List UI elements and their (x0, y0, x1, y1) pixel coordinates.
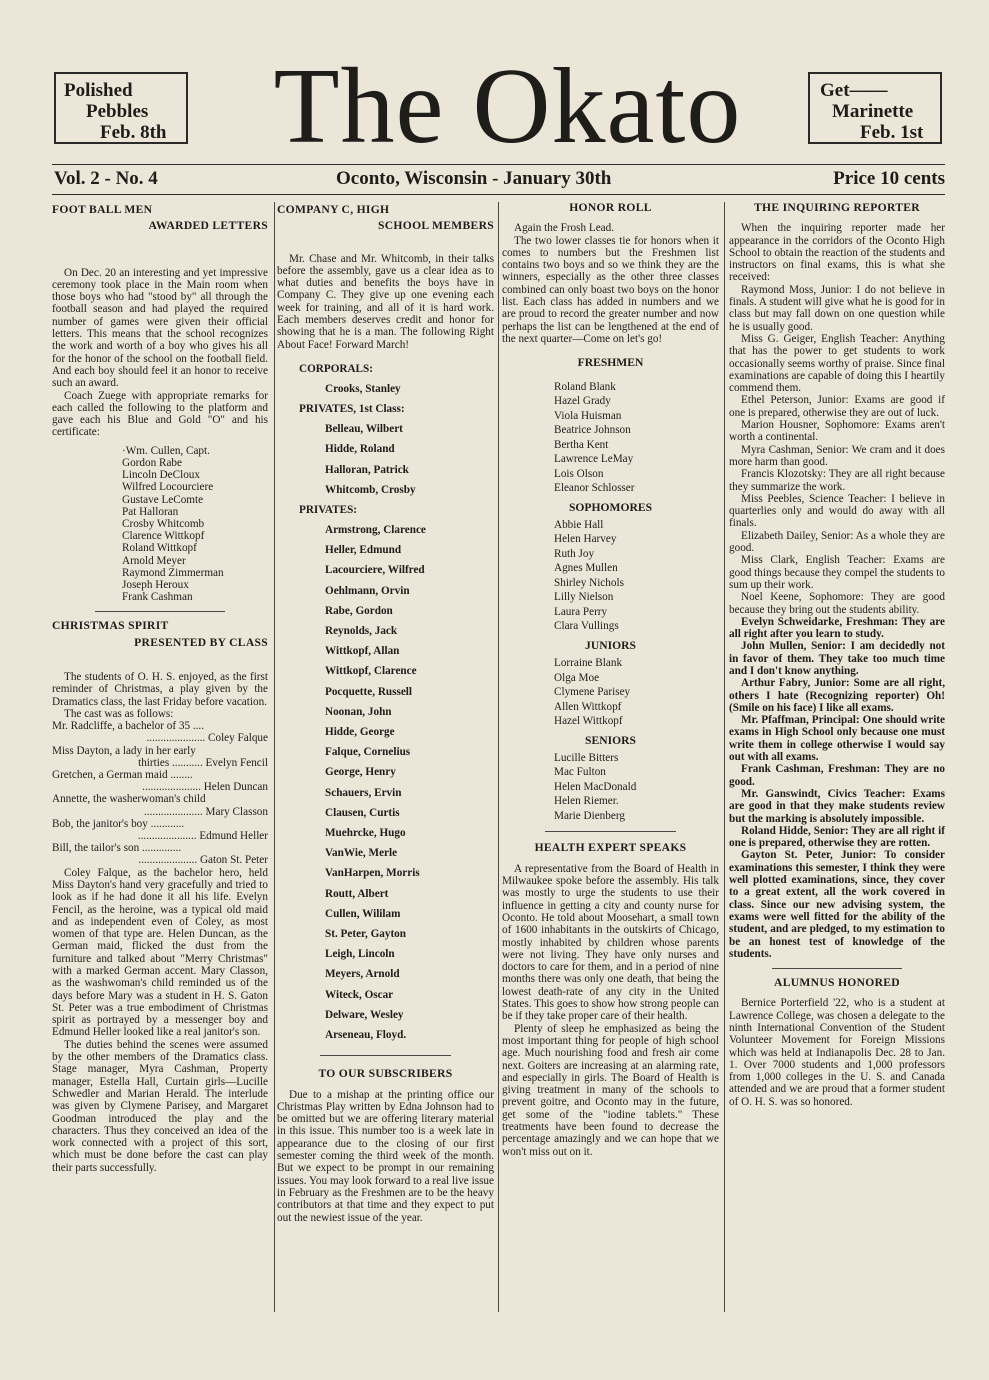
list-item: Routt, Albert (325, 887, 389, 900)
list-item: Viola Huisman (554, 409, 622, 422)
health-paragraph-1: A representative from the Board of Health in Milwaukee spoke before the assembly. His talk was mostly to urge the students to use their influence in getting a city and county nurse for Oconto. He told about Moosehart, a small town of 1600 inhabitants in the outskirts of Chicago, mostly inhabited by children whose parents were not living. They have only nurses and doctors to care for them, and in a period of nine months there was only one death, that being the lowest death-rate of any city in the United States. This goes to show how strong people can be if they take proper care of their health. (502, 862, 719, 1023)
football-paragraph-2: Coach Zuege with appropriate remarks for each called the following to the platform and gave each his Blue and Gold "O" and his certificate: (52, 389, 268, 439)
column-2 (277, 202, 494, 1312)
masthead-rule-bottom (52, 194, 945, 195)
list-item: Pocquette, Russell (325, 685, 413, 698)
column-1 (52, 202, 268, 1312)
left-ear-box (54, 72, 188, 144)
reporter-paragraph: Marion Housner, Sophomore: Exams aren't worth a continental. (729, 419, 945, 444)
list-item: Wilfred Locourciere (122, 481, 214, 494)
list-item: Beatrice Johnson (554, 424, 631, 437)
reporter-paragraph: Raymond Moss, Junior: I do not believe in finals. A student will give what he is good for in class but may fall down on one question while he is usually good. (729, 283, 945, 333)
honor-roll-heading: HONOR ROLL (569, 202, 652, 214)
column-rule-3 (724, 202, 725, 1312)
cast-list (52, 720, 268, 866)
corporals-list (325, 379, 494, 399)
masthead-rule-top (52, 164, 945, 165)
list-item: VanWie, Merle (325, 847, 398, 860)
column-rule-1 (274, 202, 275, 1312)
list-item: Mac Fulton (554, 766, 606, 779)
list-item: Gordon Rabe (122, 456, 182, 469)
list-item: St. Peter, Gayton (325, 928, 406, 941)
privates-list (325, 520, 494, 1045)
reporter-paragraph-bold: John Mullen, Senior: I am decidedly not in favor of them. They take too much time and I don't know anything. (729, 640, 945, 677)
list-item: Crosby Whitcomb (122, 517, 205, 530)
reporter-paragraph: Francis Klozotsky: They are all right because they summarize the work. (729, 468, 945, 493)
list-item: Rabe, Gordon (325, 604, 393, 617)
pfc-list (325, 419, 494, 500)
list-item: Wittkopf, Clarence (325, 665, 417, 678)
christmas-heading-1: CHRISTMAS SPIRIT (52, 619, 169, 633)
cast-role: Gretchen, a German maid ........ (52, 768, 193, 781)
list-item: Roland Blank (554, 380, 616, 393)
company-heading-2: SCHOOL MEMBERS (378, 219, 494, 233)
reporter-paragraph-bold: Frank Cashman, Freshman: They are no good. (729, 763, 945, 788)
list-item: Clymene Parisey (554, 686, 631, 699)
reporter-paragraph-bold: Evelyn Schweidarke, Freshman: They are all right after you learn to study. (729, 615, 945, 641)
list-item: Meyers, Arnold (325, 968, 400, 981)
list-item: Abbie Hall (554, 518, 604, 531)
left-ear-line-3: Feb. 8th (100, 122, 167, 143)
list-item: Armstrong, Clarence (325, 523, 426, 536)
football-paragraph-1: On Dec. 20 an interesting and yet impressive ceremony took place in the Main room when those boys who had "stood by" all through the football season and had played the required number of games were given their official letters. This means that the school recognizes the work and worth of a boy who gives his all for the honor of the school on the football field. And each boy should feel it an honor to receive such an award. (52, 266, 268, 390)
cast-actor: ..................... Helen Duncan (142, 781, 268, 794)
reporter-paragraph-bold: Gayton St. Peter, Junior: To consider examinations this semester, I think they were well plotted examinations, since, they cover to a great extent, all the work covered in class. Since our new advising system, the exams were well fitted for the ability of the student, and are pledged, to my estimation to be an honest test of knowledge of the students. (729, 849, 945, 960)
cast-role: Bob, the janitor's boy ............ (52, 817, 185, 830)
list-item: Lincoln DeCloux (122, 469, 200, 482)
reporter-paragraph: Myra Cashman, Senior: We cram and it does more harm than good. (729, 443, 945, 468)
list-item: Helen Harvey (554, 533, 617, 546)
juniors-heading: JUNIORS (585, 638, 636, 652)
subscribers-heading: TO OUR SUBSCRIBERS (318, 1067, 453, 1081)
right-ear-line-1: Get—— (820, 80, 888, 101)
list-item: Lilly Nielson (554, 591, 614, 604)
health-heading: HEALTH EXPERT SPEAKS (534, 841, 687, 855)
section-divider (320, 1055, 450, 1056)
christmas-paragraph-3: Coley Falque, as the bachelor hero, held Miss Dayton's hand very gracefully and tried to look as if he had done it all his life. Evelyn Fencil, as the heroine, was a typical old maid and as independent even of Coley, as most women of that type are. Helen Duncan, as the German maid, flicked the dust from the furniture and talked about "Merry Christmas" with a marked German accent. Mary Classon, as the washwoman's child reminded us of the days before Mary was a student in H. S. Gaton St. Peter was a true embodiment of Christmas spirit as portrayed by a messenger boy and Edmund Heller looked like a real janitor's son. (52, 866, 268, 1039)
seniors-heading: SENIORS (585, 733, 636, 747)
sophomores-heading: SOPHOMORES (568, 500, 653, 514)
list-item: Lawrence LeMay (554, 453, 634, 466)
column-4 (729, 202, 945, 1312)
list-item: Bertha Kent (554, 438, 609, 451)
column-3 (502, 202, 719, 1312)
list-item: Crooks, Stanley (325, 382, 401, 395)
freshmen-list (554, 380, 719, 496)
column-rule-2 (498, 202, 499, 1312)
cast-role: Annette, the washerwoman's child (52, 793, 206, 806)
left-ear-line-1: Polished (64, 80, 133, 101)
cast-actor: ..................... Edmund Heller (137, 830, 268, 842)
list-item: Joseph Heroux (122, 578, 189, 591)
seniors-list (554, 751, 719, 824)
list-item: Halloran, Patrick (325, 463, 409, 476)
list-item: Gustave LeComte (122, 493, 204, 506)
right-ear-line-2: Marinette (832, 101, 914, 122)
list-item: Raymond Zimmerman (122, 566, 224, 579)
section-divider (95, 611, 225, 612)
left-ear-line-2: Pebbles (86, 101, 149, 122)
pfc-label: PRIVATES, 1st Class: (299, 403, 405, 416)
christmas-paragraph-4: The duties behind the scenes were assumed by the other members of the Dramatics class. Stage manager, Myra Cashman, Property manager, Estella Hall, Curtain girls—Lucille Schwedler and Marian Herald. The interlude was given by Clymene Parisey, and Margaret Goodman introduced the play and the characters. Thus they conceived an idea of the work connected with a project of this sort, which must be done before the cast can play their parts successfully. (52, 1038, 268, 1174)
list-item: Cullen, Wililam (325, 907, 401, 920)
list-item: Hazel Wittkopf (554, 715, 623, 728)
list-item: Witeck, Oscar (325, 988, 394, 1001)
health-paragraph-2: Plenty of sleep he emphasized as being the most important thing for people of high school age. Much nourishing food and fresh air come next. Goiters are increasing at an alarming rate, and especially in girls. The Board of Health is giving treatment in many of the schools to prevent goitre, and Oconto may in the future, get some of the "iodine tablets." These treatments have been found to decrease the percentage amazingly and we can hope that we won't miss out on it. (502, 1022, 719, 1158)
volume-number: Vol. 2 - No. 4 (54, 168, 158, 189)
cast-actor: ..................... Mary Classon (144, 805, 268, 818)
list-item: Muehrcke, Hugo (325, 827, 406, 840)
list-item: Olga Moe (554, 671, 600, 684)
list-item: Pat Halloran (122, 505, 179, 518)
list-item: Marie Dienberg (554, 809, 625, 822)
cast-role: Bill, the tailor's son .............. (52, 842, 182, 855)
reporter-paragraph: Noel Keene, Sophomore: They are good because they bring out the students ability. (729, 591, 945, 616)
list-item: Hidde, George (325, 726, 395, 739)
list-item: Clausen, Curtis (325, 806, 400, 819)
subscribers-paragraph: Due to a mishap at the printing office our Christmas Play written by Edna Johnson had to be omitted but we are offering literary material in this issue. This number too is a week late in appearance due to the closing of our first semester coming the third week of the month. But we expect to be prompt in our remaining issues. You may look forward to a real live issue in February as the Freshmen are to be the heavy contributors at that time and they expect to put out the newiest issue of the year. (277, 1088, 494, 1224)
reporter-paragraph: Miss Clark, English Teacher: Exams are good things because they compel the students to sum up their work. (729, 554, 945, 591)
list-item: Clara Vullings (554, 620, 619, 633)
christmas-heading-2: PRESENTED BY CLASS (134, 635, 268, 649)
price: Price 10 cents (833, 168, 945, 189)
cast-actor: ..................... Coley Falque (146, 732, 268, 745)
dateline (52, 168, 945, 194)
football-letter-list (122, 445, 268, 604)
section-divider (772, 968, 902, 969)
list-item: Noonan, John (325, 705, 392, 718)
reporter-paragraph: Miss Peebles, Science Teacher: I believe in quarterlies only and would do away with all finals. (729, 492, 945, 530)
freshmen-heading: FRESHMEN (577, 356, 644, 370)
list-item: Lacourciere, Wilfred (325, 564, 425, 577)
honor-intro: Again the Frosh Lead. (514, 222, 615, 235)
company-heading-1: COMPANY C, HIGH (277, 203, 390, 216)
list-item: Oehlmann, Orvin (325, 584, 410, 597)
reporter-paragraph-bold: Mr. Ganswindt, Civics Teacher: Exams are good in that they make students review but the marking is absolutely impossible. (729, 787, 945, 825)
cast-role: Miss Dayton, a lady in her early (52, 744, 196, 757)
reporter-paragraph-bold: Mr. Pfaffman, Principal: One should write exams in High School only because one must write them in college otherwise I would say out with all exams. (729, 714, 945, 764)
list-item: Whitcomb, Crosby (325, 483, 416, 496)
reporter-paragraph: Elizabeth Dailey, Senior: As a whole they are good. (729, 529, 945, 555)
privates-label: PRIVATES: (299, 503, 358, 516)
list-item: VanHarpen, Morris (325, 867, 420, 880)
section-divider (545, 831, 675, 832)
honor-paragraph: The two lower classes tie for honors when it comes to numbers but the Freshmen list contains two boys and so we think they are the winners, especially as the other three classes combined can only boast two boys on the honor list. Each class has added in numbers and we are proud to record the greater number and now perhaps the list can be lengthened at the end of the next quarter—Come on let's go! (502, 234, 719, 345)
company-paragraph: Mr. Chase and Mr. Whitcomb, in their talks before the assembly, gave us a clear idea as to what duties and benefits the boys have in Company C. They give up one evening each week for training, and all of it is hard work. Each members deserves credit and honor for showing that he is a man. The following Right About Face! Forward March! (277, 252, 494, 351)
list-item: Laura Perry (554, 605, 608, 618)
list-item: Arseneau, Floyd. (325, 1029, 407, 1042)
list-item: Agnes Mullen (554, 562, 618, 575)
list-item: Eleanor Schlosser (554, 482, 635, 495)
alumnus-paragraph: Bernice Porterfield '22, who is a student at Lawrence College, was chosen a delegate to the ninth International Convention of the Student Volunteer Movement for Foreign Missions which was held at Indianapolis Dec. 28 to Jan. 1. Over 7000 students and 1,000 professors from 1,000 colleges in the U. S. and Canada attended and we are proud that a former student of O. H. S. was so honored. (729, 997, 945, 1108)
list-item: Arnold Meyer (122, 554, 186, 567)
list-item: Roland Wittkopf (122, 542, 197, 555)
list-item: Lois Olson (554, 467, 604, 480)
cast-role: Mr. Radcliffe, a bachelor of 35 .... (52, 720, 205, 733)
list-item: ·Wm. Cullen, Capt. (122, 444, 210, 457)
list-item: Lucille Bitters (554, 751, 619, 764)
list-item: Allen Wittkopf (554, 700, 622, 713)
list-item: Falque, Cornelius (325, 746, 411, 759)
list-item: Helen MacDonald (554, 780, 637, 793)
cast-actor: thirties ........... Evelyn Fencil (138, 756, 268, 769)
list-item: Hidde, Roland (325, 443, 395, 456)
list-item: Reynolds, Jack (325, 625, 398, 637)
reporter-paragraph-bold: Arthur Fabry, Junior: Some are all right, others I hate (Recognizing reporter) Oh! (Smile on his face) I like all exams. (729, 677, 945, 714)
football-heading-2: AWARDED LETTERS (148, 219, 268, 233)
reporter-paragraph-bold: Roland Hidde, Senior: They are all right if one is prepared, otherwise they are rotten. (729, 824, 945, 850)
list-item: Schauers, Ervin (325, 786, 402, 799)
right-ear-box (808, 72, 942, 144)
right-ear-line-3: Feb. 1st (860, 122, 924, 143)
list-item: Delware, Wesley (325, 1008, 404, 1021)
christmas-paragraph-1: The students of O. H. S. enjoyed, as the first reminder of Christmas, a play given by the Dramatics class, the last Friday before vacation. (52, 670, 268, 708)
list-item: Frank Cashman (122, 591, 193, 604)
football-heading-1: FOOT BALL MEN (52, 203, 153, 216)
list-item: George, Henry (325, 766, 396, 779)
list-item: Wittkopf, Allan (325, 645, 400, 658)
list-item: Helen Riemer. (554, 795, 619, 808)
alumnus-heading: ALUMNUS HONORED (774, 976, 900, 990)
list-item: Hazel Grady (554, 395, 611, 408)
list-item: Heller, Edmund (325, 544, 402, 557)
reporter-paragraph: When the inquiring reporter made her appearance in the corridors of the Oconto High School to obtain the reaction of the students and instructors on final exams, this is what she received: (729, 222, 945, 284)
list-item: Shirley Nichols (554, 576, 624, 589)
sophomores-list (554, 518, 719, 634)
list-item: Belleau, Wilbert (325, 423, 403, 436)
masthead-title: The Okato (273, 47, 742, 166)
reporter-paragraph: Ethel Peterson, Junior: Exams are good if one is prepared, otherwise they are out of luck. (729, 394, 945, 419)
cast-actor: ..................... Gaton St. Peter (138, 854, 268, 867)
christmas-paragraph-2: The cast was as follows: (64, 707, 174, 720)
place-date: Oconto, Wisconsin - January 30th (336, 168, 612, 189)
list-item: Clarence Wittkopf (122, 530, 205, 543)
list-item: Ruth Joy (554, 547, 595, 560)
corporals-label: CORPORALS: (299, 362, 373, 375)
list-item: Lorraine Blank (554, 657, 623, 670)
reporter-paragraph: Miss G. Geiger, English Teacher: Anything that has the power to get students to work occasionally seems worthy of praise. Since final examinations are capable of doing this I heartily commend them. (729, 332, 945, 395)
juniors-list (554, 656, 719, 729)
list-item: Leigh, Lincoln (325, 948, 395, 961)
reporter-heading: THE INQUIRING REPORTER (754, 202, 920, 214)
